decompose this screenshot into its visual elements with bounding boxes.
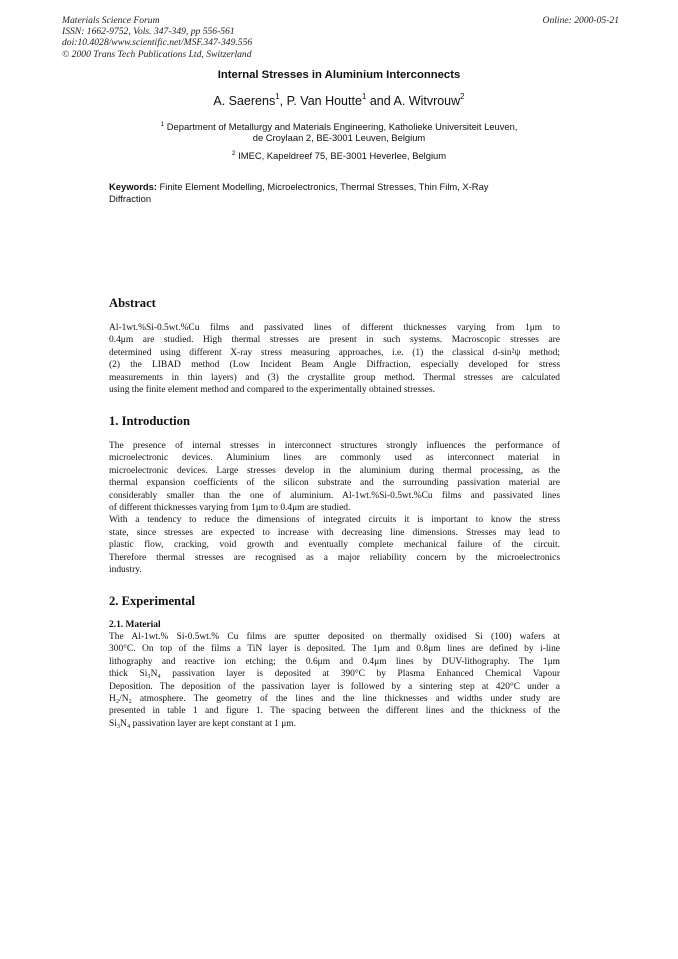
introduction-heading: 1. Introduction: [109, 414, 190, 428]
material-paragraph: [109, 631, 560, 730]
affiliation-1: [0, 121, 678, 144]
keywords-text: Finite Element Modelling, Microelectronics, Thermal Stresses, Thin Film, X-Ray: [159, 181, 489, 192]
text-line: The presence of internal stresses in interconnect structures strongly influences the performance of: [109, 441, 560, 451]
text-line: determined using different X-ray stress measuring approaches, i.e. (1) the classical d-sin²ψ method;: [109, 347, 560, 358]
affiliation-marker: 1: [160, 121, 165, 128]
affiliation-line: de Croylaan 2, BE-3001 Leuven, Belgium: [252, 132, 426, 144]
text-line: thermal expansion coefficients of the silicon substrate and the surrounding passivation material are: [109, 478, 560, 489]
abstract-paragraph: [109, 322, 560, 396]
text-line: thick Si₃N₄ passivation layer is deposited at 390°C by Plasma Enhanced Chemical Vapour: [109, 669, 560, 680]
keywords-label: Keywords:: [109, 181, 157, 192]
text-line: Si₃N₄ passivation layer are kept constant at 1 μm.: [109, 718, 296, 729]
keywords-text: Diffraction: [109, 192, 152, 204]
journal-copyright: © 2000 Trans Tech Publications Ltd, Switzerland: [62, 48, 252, 60]
keywords: [109, 181, 559, 204]
paper-title: Internal Stresses in Aluminium Interconnects: [217, 69, 461, 81]
text-line: state, since stresses are expected to increase with decreasing line dimensions. Stresses may lead to: [109, 527, 560, 538]
material-subheading: 2.1. Material: [109, 620, 161, 630]
abstract-heading: Abstract: [109, 296, 156, 310]
text-line: industry.: [109, 565, 142, 576]
text-line: 300°C. On top of the films a TiN layer is deposited. The 1μm and 0.8μm lines are defined by i-line: [109, 644, 560, 655]
text-line: considerably smaller than the one of aluminium. Al-1wt.%Si-0.5wt.%Cu films and passivated lines: [109, 490, 560, 501]
journal-issn: ISSN: 1662-9752, Vols. 347-349, pp 556-561: [62, 26, 235, 38]
text-line: using the finite element method and compared to the experimentally obtained stresses.: [109, 385, 436, 396]
text-line: Al-1wt.%Si-0.5wt.%Cu films and passivated lines of different thicknesses varying from 1μm to: [109, 323, 560, 333]
online-date: Online: 2000-05-21: [542, 15, 619, 26]
text-line: H₂/N₂ atmosphere. The geometry of the lines and the line thicknesses and widths under study are: [109, 694, 560, 705]
affiliation-2: [0, 150, 678, 161]
author-separator: and: [366, 94, 394, 108]
author-affiliation-marker: 1: [361, 92, 367, 101]
affiliation-marker: 2: [231, 150, 236, 157]
introduction-paragraph: [109, 440, 560, 576]
text-line: lithography and reactive ion etching; the 0.6μm and 0.4μm lines by DUV-lithography. The 1μm: [109, 656, 560, 667]
affiliation-line: Department of Metallurgy and Materials Engineering, Katholieke Universiteit Leuven,: [166, 121, 518, 132]
author-name: A. Witvrouw: [393, 94, 461, 108]
text-line: The Al-1wt.% Si-0.5wt.% Cu films are sputter deposited on thermally oxidised Si (100) wafers at: [109, 632, 560, 642]
author-name: P. Van Houtte: [286, 94, 362, 108]
text-line: (2) the LIBAD method (Low Incident Beam Angle Diffraction, especially developed for stress: [109, 360, 560, 371]
text-line: microelectronic devices. Aluminium lines are commonly used as interconnect material in: [109, 453, 560, 464]
text-line: Deposition. The deposition of the passivation layer is followed by a sintering step at 420°C under a: [109, 681, 560, 692]
experimental-heading: 2. Experimental: [109, 594, 196, 608]
author-separator: ,: [279, 94, 287, 108]
text-line: microelectronic devices. Large stresses develop in the aluminium during thermal processing, as the: [109, 465, 560, 476]
text-line: 0.4μm are studied. High thermal stresses are present in such systems. Macroscopic stresses are: [109, 335, 560, 346]
journal-name: Materials Science Forum: [62, 15, 160, 26]
text-line: With a tendency to reduce the dimensions of integrated circuits it is important to know the stress: [109, 515, 560, 526]
text-line: presented in table 1 and figure 1. The spacing between the different lines and the thickness of the: [109, 706, 560, 717]
author-list: [0, 94, 678, 109]
author-affiliation-marker: 2: [460, 92, 465, 101]
text-line: of different thicknesses varying from 1μm to 0.4μm are studied.: [109, 503, 351, 514]
text-line: measurements in thin layers) and (3) the crystallite group method. Thermal stresses are calculated: [109, 372, 560, 383]
affiliation-line: IMEC, Kapeldreef 75, BE-3001 Heverlee, Belgium: [238, 150, 447, 161]
text-line: Therefore thermal stresses are recognised as a major reliability concern by the microelectronics: [109, 552, 560, 563]
text-line: plastic flow, cracking, void growth and eventually complete mechanical failure of the circuit.: [109, 540, 560, 551]
author-affiliation-marker: 1: [275, 92, 280, 101]
journal-doi: doi:10.4028/www.scientific.net/MSF.347-349.556: [62, 37, 253, 49]
journal-info: [62, 15, 382, 60]
author-name: A. Saerens: [213, 94, 276, 108]
